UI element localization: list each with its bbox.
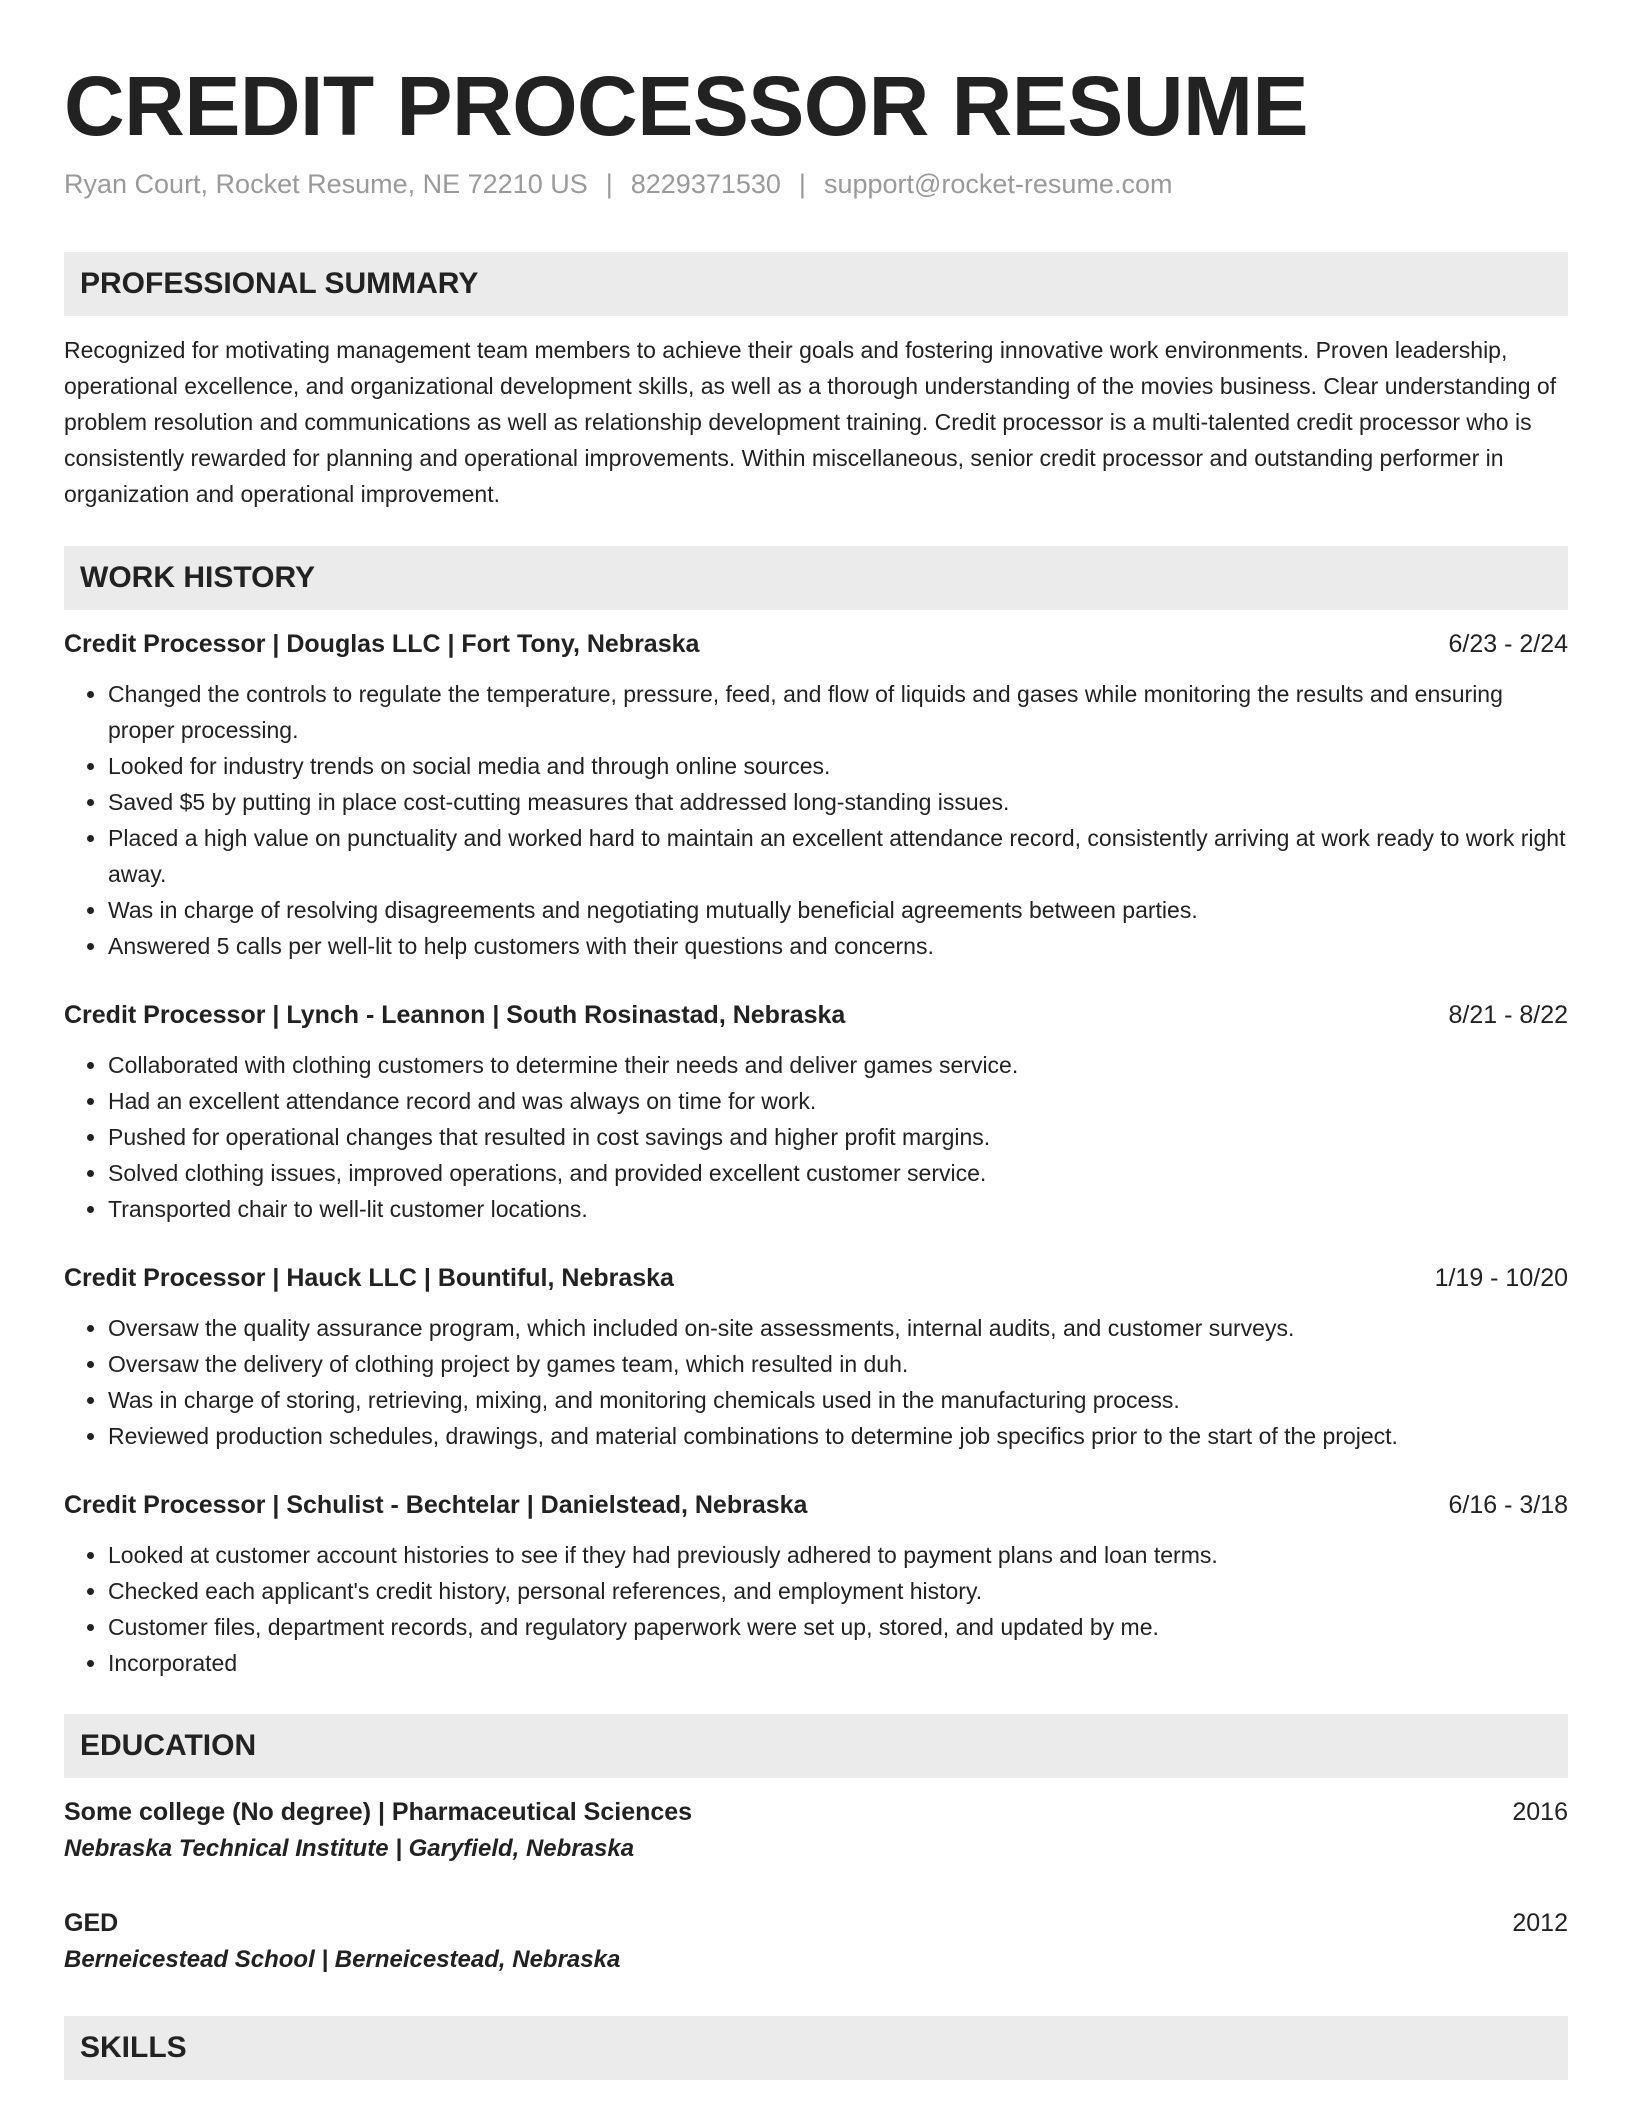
job-title: Credit Processor | Douglas LLC | Fort Tony, Nebraska — [64, 630, 700, 658]
job-dates: 6/23 - 2/24 — [1448, 630, 1568, 658]
resume-page — [64, 0, 1568, 2080]
section-title: EDUCATION — [80, 1729, 257, 1762]
education-degree: Some college (No degree) | Pharmaceutical Sciences — [64, 1798, 693, 1826]
bullet-item: • Pushed for operational changes that resulted in cost savings and higher profit margins. — [108, 1119, 1568, 1155]
job-bullets — [64, 1537, 1568, 1681]
education-entry — [64, 1905, 1568, 1979]
education-entry — [64, 1794, 1568, 1868]
job-title: Credit Processor | Schulist - Bechtelar | Danielstead, Nebraska — [64, 1491, 808, 1519]
contact-separator: | — [605, 169, 613, 199]
bullet-item: • Saved $5 by putting in place cost-cutting measures that addressed long-standing issues. — [108, 784, 1568, 820]
job-header — [64, 997, 1568, 1033]
section-header-skills — [64, 2016, 1568, 2080]
job-entry — [64, 997, 1568, 1227]
bullet-item: • Looked at customer account histories to see if they had previously adhered to payment plans and loan terms. — [108, 1537, 1568, 1573]
job-bullets — [64, 1047, 1568, 1227]
contact-phone: 8229371530 — [630, 169, 781, 199]
contact-email: support@rocket-resume.com — [823, 169, 1173, 199]
job-entry — [64, 626, 1568, 964]
section-header-education — [64, 1714, 1568, 1778]
education-degree: GED — [64, 1909, 119, 1937]
job-entry — [64, 1260, 1568, 1454]
job-dates: 8/21 - 8/22 — [1448, 1001, 1568, 1029]
bullet-item: • Answered 5 calls per well-lit to help customers with their questions and concerns. — [108, 928, 1568, 964]
bullet-item: • Solved clothing issues, improved operations, and provided excellent customer service. — [108, 1155, 1568, 1191]
job-bullets — [64, 676, 1568, 964]
resume-title: CREDIT PROCESSOR RESUME — [64, 59, 1308, 153]
education-year: 2016 — [1512, 1798, 1568, 1826]
bullet-item: • Checked each applicant's credit history, personal references, and employment history. — [108, 1573, 1568, 1609]
job-bullets — [64, 1310, 1568, 1454]
job-header — [64, 626, 1568, 662]
bullet-item: • Was in charge of storing, retrieving, mixing, and monitoring chemicals used in the manufacturing process. — [108, 1382, 1568, 1418]
job-header — [64, 1260, 1568, 1296]
section-title: WORK HISTORY — [80, 561, 316, 594]
bullet-item: • Oversaw the delivery of clothing project by games team, which resulted in duh. — [108, 1346, 1568, 1382]
job-dates: 6/16 - 3/18 — [1448, 1491, 1568, 1519]
job-entry — [64, 1487, 1568, 1681]
bullet-item: • Transported chair to well-lit customer locations. — [108, 1191, 1568, 1227]
summary-paragraph: Recognized for motivating management team members to achieve their goals and fostering innovative work environments. Proven leadership, operational excellence, and organizational development skills, as well as a thorough understanding of the movies business. Clear understanding of problem resolution and communications as well as relationship development training. Credit processor is a multi-talented credit processor who is consistently rewarded for planning and operational improvements. Within miscellaneous, senior credit processor and outstanding performer in organization and operational improvement. — [64, 337, 1557, 507]
job-title: Credit Processor | Lynch - Leannon | South Rosinastad, Nebraska — [64, 1001, 846, 1029]
contact-address: Ryan Court, Rocket Resume, NE 72210 US — [64, 169, 588, 199]
bullet-item: • Looked for industry trends on social media and through online sources. — [108, 748, 1568, 784]
education-year: 2012 — [1512, 1909, 1568, 1937]
job-title: Credit Processor | Hauck LLC | Bountiful, Nebraska — [64, 1264, 674, 1292]
education-header — [64, 1905, 1568, 1941]
bullet-item: • Reviewed production schedules, drawings, and material combinations to determine job specifics prior to the start of the project. — [108, 1418, 1568, 1454]
contact-line — [64, 166, 1568, 202]
bullet-item: • Incorporated — [108, 1645, 1568, 1681]
job-dates: 1/19 - 10/20 — [1434, 1264, 1568, 1292]
bullet-item: • Customer files, department records, and regulatory paperwork were set up, stored, and updated by me. — [108, 1609, 1568, 1645]
education-header — [64, 1794, 1568, 1830]
bullet-item: • Placed a high value on punctuality and worked hard to maintain an excellent attendance record, consistently arriving at work ready to work right away. — [108, 820, 1568, 892]
job-header — [64, 1487, 1568, 1523]
bullet-item: • Changed the controls to regulate the temperature, pressure, feed, and flow of liquids and gases while monitoring the results and ensuring proper processing. — [108, 676, 1568, 748]
section-title: PROFESSIONAL SUMMARY — [80, 267, 479, 300]
bullet-item: • Oversaw the quality assurance program, which included on-site assessments, internal audits, and customer surveys. — [108, 1310, 1568, 1346]
contact-separator: | — [798, 169, 806, 199]
bullet-item: • Had an excellent attendance record and was always on time for work. — [108, 1083, 1568, 1119]
education-school: Nebraska Technical Institute | Garyfield, Nebraska — [64, 1835, 635, 1862]
section-title: SKILLS — [80, 2031, 187, 2064]
section-header-summary — [64, 252, 1568, 316]
bullet-item: • Collaborated with clothing customers to determine their needs and deliver games service. — [108, 1047, 1568, 1083]
section-header-work-history — [64, 546, 1568, 610]
education-school: Berneicestead School | Berneicestead, Nebraska — [64, 1946, 621, 1973]
bullet-item: • Was in charge of resolving disagreements and negotiating mutually beneficial agreements between parties. — [108, 892, 1568, 928]
